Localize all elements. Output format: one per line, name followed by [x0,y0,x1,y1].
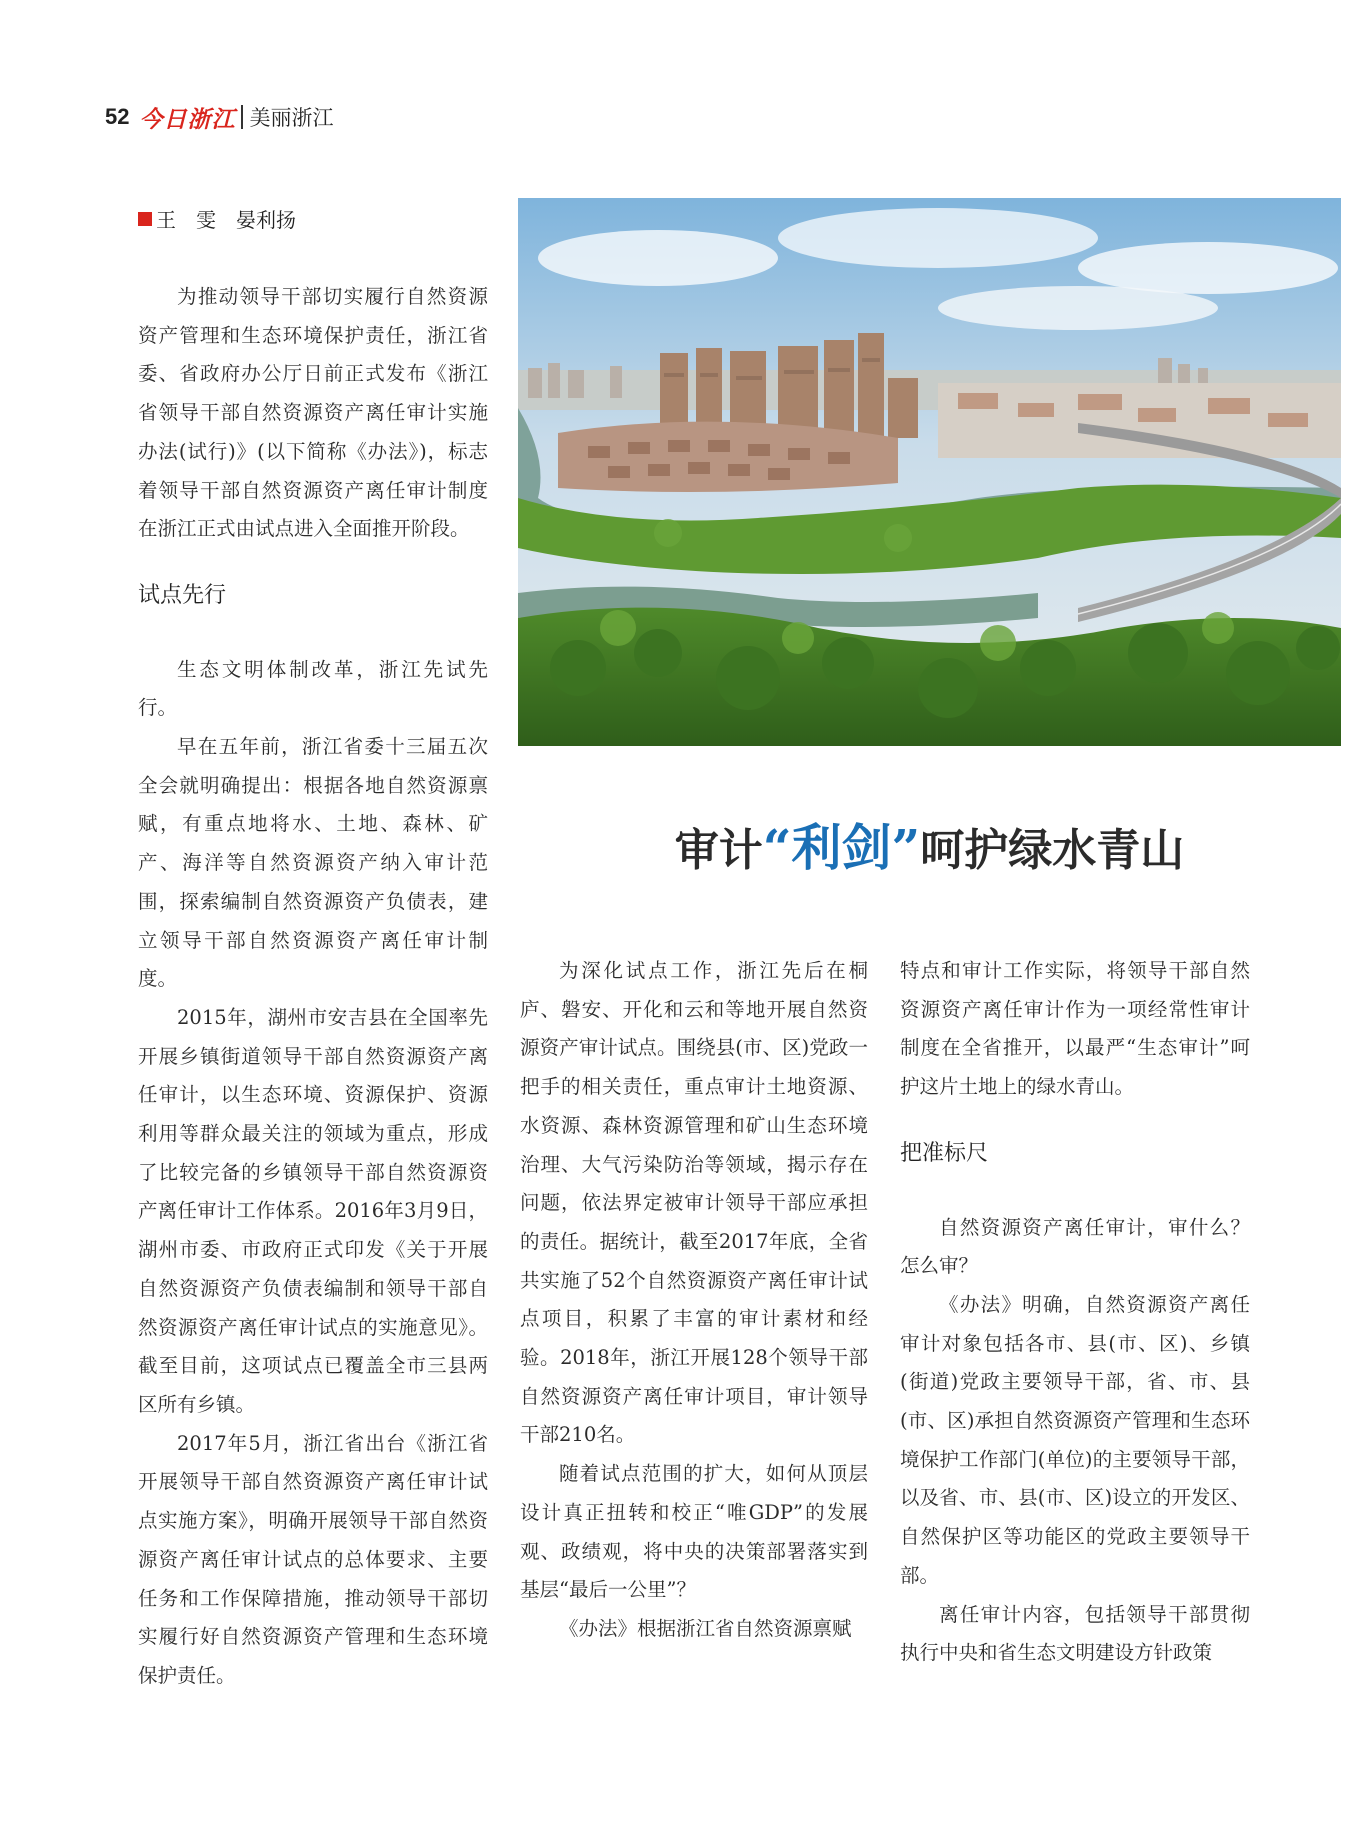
article-column-3 [900,952,1250,1673]
paragraph: 离任审计内容，包括领导干部贯彻执行中央和省生态文明建设方针政策 [900,1602,1250,1665]
paragraph: 为深化试点工作，浙江先后在桐庐、磐安、开化和云和等地开展自然资源资产审计试点。围绕县(市、区)党政一把手的相关责任，重点审计土地资源、水资源、森林资源管理和矿山生态环境治理、大气污染防治等领域，揭示存在问题，依法界定被审计领导干部应承担的责任。据统计，截至2017年底，全省共实施了52个自然资源资产离任审计试点项目，积累了丰富的审计素材和经验。2018年，浙江开展128个领导干部自然资源资产离任审计项目，审计领导干部210名。 [520,959,868,1447]
paragraph: 2017年5月，浙江省出台《浙江省开展领导干部自然资源资产离任审计试点实施方案》，明确开展领导干部自然资源资产离任审计试点的总体要求、主要任务和工作保障措施，推动领导干部切实履行好自然资源资产管理和生态环境保护责任。 [138,1431,488,1687]
title-quote-close: ” [891,818,921,877]
title-accent: 利剑 [791,818,892,877]
paragraph: 早在五年前，浙江省委十三届五次全会就明确提出：根据各地自然资源禀赋，有重点地将水、土地、森林、矿产、海洋等自然资源资产纳入审计范围，探索编制自然资源资产负债表，建立领导干部自然资源资产离任审计制度。 [138,735,488,991]
title-quote-open: “ [762,818,792,877]
article-photo [518,198,1341,746]
section-name: 美丽浙江 [249,107,334,130]
title-part1: 审计 [674,825,763,876]
section-heading-pilot: 试点先行 [138,581,227,607]
page-number: 52 [105,104,130,129]
paragraph: 生态文明体制改革，浙江先试先行。 [138,657,488,720]
paragraph: 《办法》明确，自然资源资产离任审计对象包括各市、县(市、区)、乡镇(街道)党政主要领导干部，省、市、县(市、区)承担自然资源资产管理和生态环境保护工作部门(单位)的主要领导干部，以及省、市、县(市、区)设立的开发区、自然保护区等功能区的党政主要领导干部。 [900,1292,1250,1587]
article-title [518,808,1341,880]
magazine-logo: 今日浙江 [139,105,236,133]
paragraph: 自然资源资产离任审计，审什么？怎么审？ [900,1215,1250,1278]
paragraph: 为推动领导干部切实履行自然资源资产管理和生态环境保护责任，浙江省委、省政府办公厅日前正式发布《浙江省领导干部自然资源资产离任审计实施办法(试行)》(以下简称《办法》)，标志着领导干部自然资源资产离任审计制度在浙江正式由试点进入全面推开阶段。 [138,285,488,541]
paragraph: 特点和审计工作实际，将领导干部自然资源资产离任审计作为一项经常性审计制度在全省推开，以最严“生态审计”呵护这片土地上的绿水青山。 [900,959,1250,1099]
byline [138,204,296,233]
paragraph: 2015年，湖州市安吉县在全国率先开展乡镇街道领导干部自然资源资产离任审计，以生态环境、资源保护、资源利用等群众最关注的领域为重点，形成了比较完备的乡镇领导干部自然资源资产离任审计工作体系。2016年3月9日，湖州市委、市政府正式印发《关于开展自然资源资产负债表编制和领导干部自然资源资产离任审计试点的实施意见》。截至目前，这项试点已覆盖全市三县两区所有乡镇。 [138,1005,488,1416]
article-column-2 [520,952,868,1649]
section-heading-standard: 把准标尺 [900,1139,989,1165]
paragraph: 《办法》根据浙江省自然资源禀赋 [559,1616,852,1640]
title-part2: 呵护绿水青山 [920,825,1185,876]
header-divider [241,105,243,129]
page-header [105,102,333,132]
author-names: 王 雯 晏利扬 [156,210,296,232]
paragraph: 随着试点范围的扩大，如何从顶层设计真正扭转和校正“唯GDP”的发展观、政绩观，将中央的决策部署落实到基层“最后一公里”？ [520,1462,868,1602]
aerial-city-river-photo [518,198,1341,746]
article-column-1 [138,278,488,1696]
red-square-marker [138,212,152,226]
